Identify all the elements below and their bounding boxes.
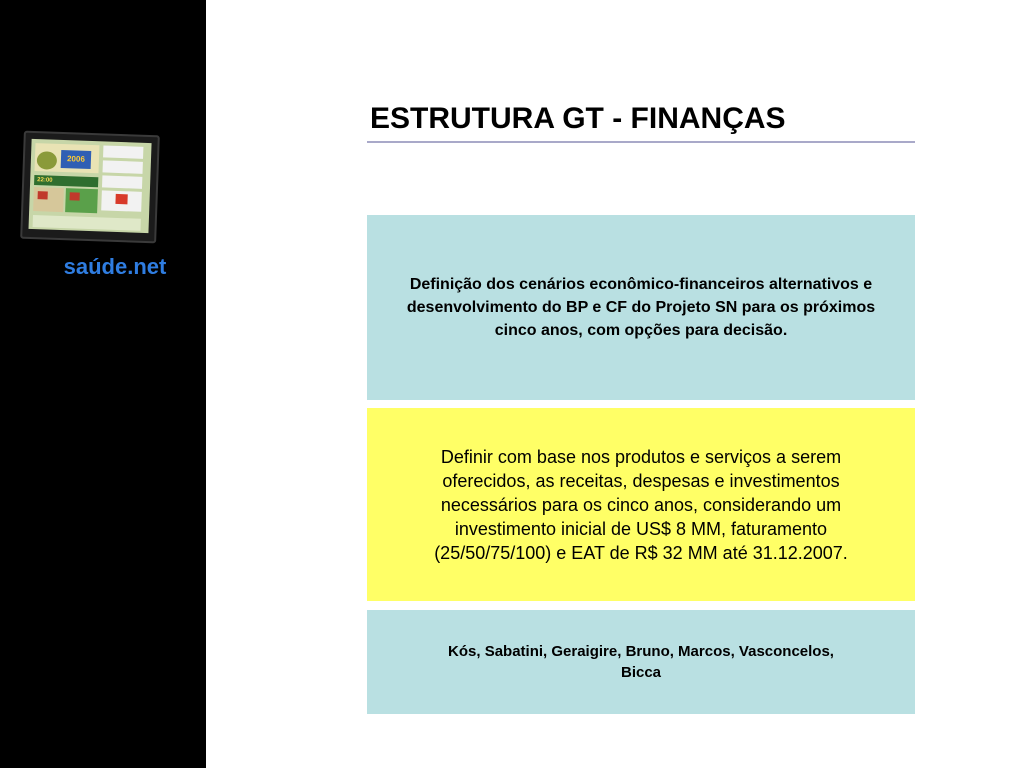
scope-text: Definir com base nos produtos e serviços a serem oferecidos, as receitas, despesas e investimentos necessários para os cinco anos, considerando um investimento inicial de US$ 8 MM, faturamento (25/50/75/100) e EAT de R$ 32 MM até 31.12.2007.	[434, 446, 848, 563]
screen-footer-tile	[33, 215, 141, 231]
members-box	[367, 610, 915, 714]
screen-year-tile	[61, 150, 92, 169]
slide-title: ESTRUTURA GT - FINANÇAS	[370, 102, 786, 135]
sidebar	[0, 0, 206, 768]
screen-tile	[103, 145, 143, 158]
screen-time-tile	[34, 175, 98, 187]
screen-year-text: 2006	[66, 154, 86, 164]
definition-text: Definição dos cenários econômico-financeiros alternativos e desenvolvimento do BP e CF do Projeto SN para os próximos cinco anos, com opções para decisão.	[406, 276, 876, 339]
screen-icon-tile	[70, 192, 80, 200]
screen-tile	[103, 160, 143, 173]
members-text: Kós, Sabatini, Geraigire, Bruno, Marcos, Vasconcelos, Bicca	[448, 643, 834, 681]
screen-icon-tile	[38, 191, 48, 199]
title-divider	[367, 141, 915, 143]
screen-logo-tile	[115, 194, 127, 204]
screen-collage-image	[20, 131, 160, 244]
scope-box	[367, 408, 915, 601]
definition-box	[367, 215, 915, 400]
screen-content	[29, 139, 152, 233]
screen-time-text: 22:00	[37, 177, 53, 184]
brand-label: saúde.net	[63, 254, 167, 279]
screen-tile	[102, 175, 142, 188]
